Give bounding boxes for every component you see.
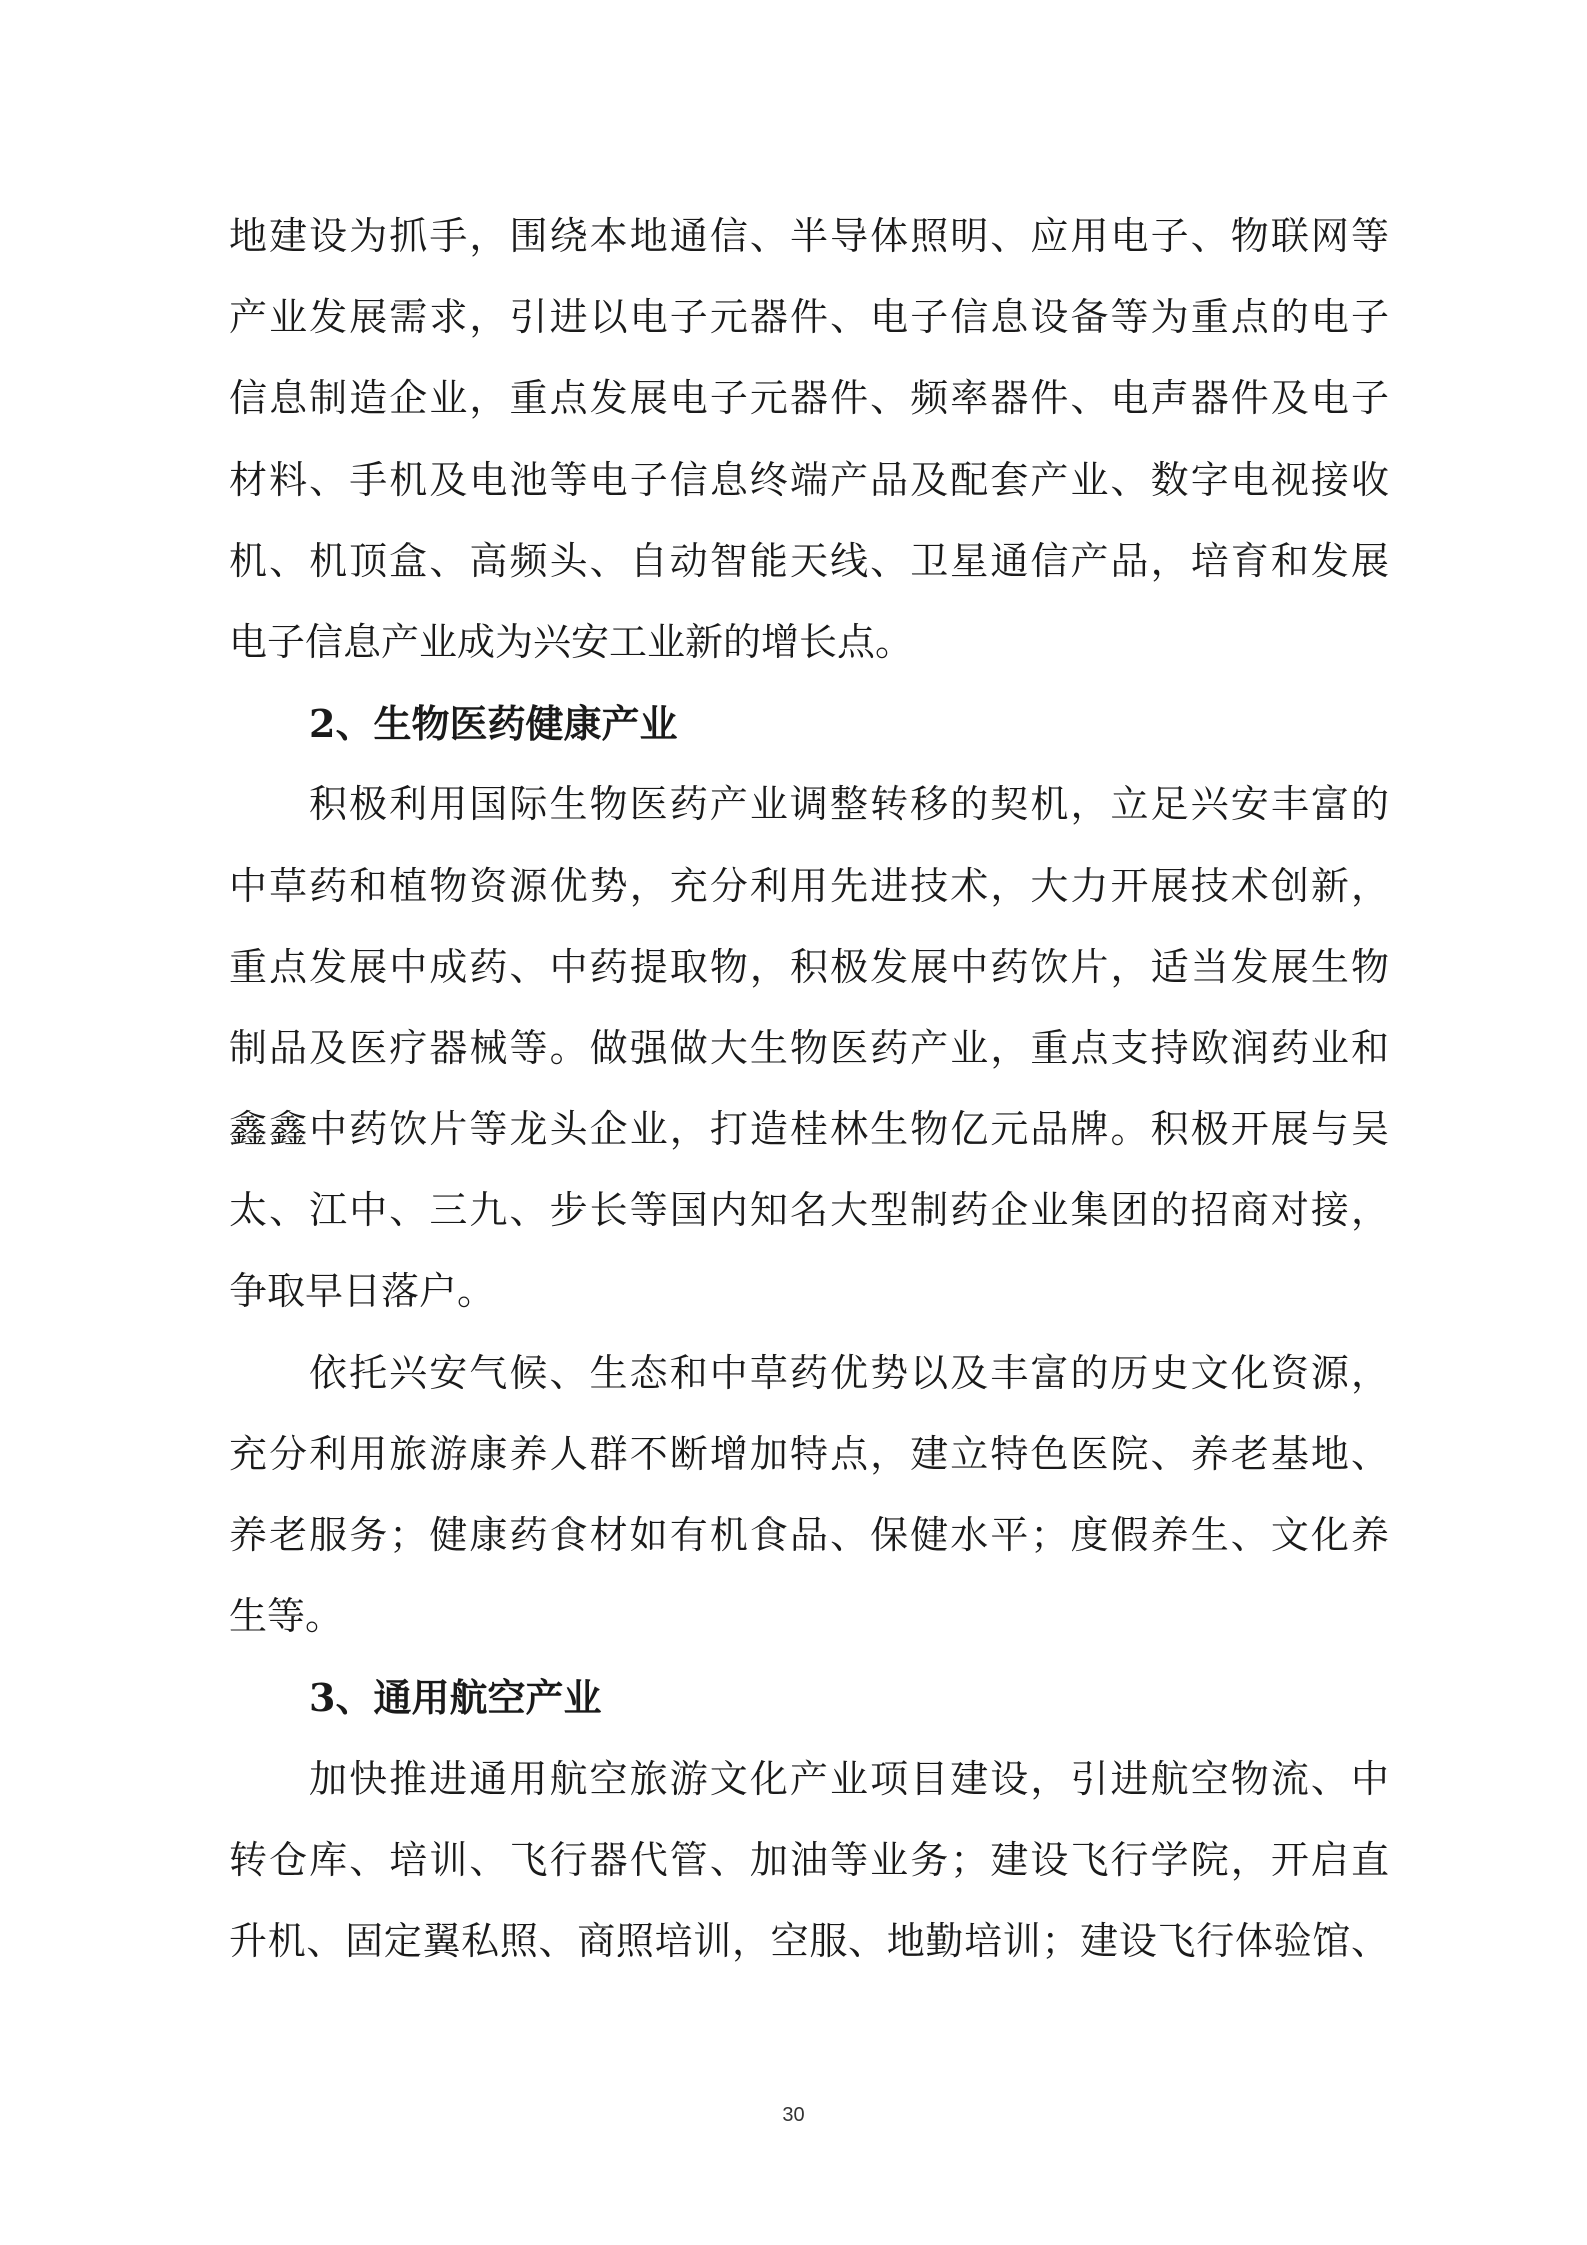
text-line: 升机、固定翼私照、商照培训，空服、地勤培训；建设飞行体验馆、 xyxy=(229,1918,1389,1963)
page-number: 30 xyxy=(782,2104,805,2126)
text-line: 依托兴安气候、生态和中草药优势以及丰富的历史文化资源， xyxy=(309,1350,1389,1395)
paragraph-electronics-continued xyxy=(229,196,1389,683)
paragraph-biomedicine xyxy=(229,764,1389,1332)
text-line: 鑫鑫中药饮片等龙头企业，打造桂林生物亿元品牌。积极开展与吴 xyxy=(229,1107,1389,1152)
text-line: 充分利用旅游康养人群不断增加特点，建立特色医院、养老基地、 xyxy=(229,1431,1389,1476)
text-line: 信息制造企业，重点发展电子元器件、频率器件、电声器件及电子 xyxy=(229,376,1389,421)
text-line: 制品及医疗器械等。做强做大生物医药产业，重点支持欧润药业和 xyxy=(229,1025,1389,1070)
text-line: 转仓库、培训、飞行器代管、加油等业务；建设飞行学院，开启直 xyxy=(229,1837,1389,1882)
text-line: 地建设为抓手，围绕本地通信、半导体照明、应用电子、物联网等 xyxy=(229,214,1389,258)
text-line: 机、机顶盒、高频头、自动智能天线、卫星通信产品，培育和发展 xyxy=(229,538,1389,583)
section-heading-aviation: 3、通用航空产业 xyxy=(309,1675,602,1721)
text-line: 加快推进通用航空旅游文化产业项目建设，引进航空物流、中 xyxy=(309,1756,1389,1801)
text-line: 太、江中、三九、步长等国内知名大型制药企业集团的招商对接， xyxy=(229,1188,1389,1233)
text-line: 中草药和植物资源优势，充分利用先进技术，大力开展技术创新， xyxy=(229,863,1389,908)
text-line: 材料、手机及电池等电子信息终端产品及配套产业、数字电视接收 xyxy=(229,457,1389,502)
paragraph-health-tourism xyxy=(229,1333,1389,1658)
paragraph-aviation xyxy=(229,1739,1389,1983)
text-line: 积极利用国际生物医药产业调整转移的契机，立足兴安丰富的 xyxy=(309,782,1389,827)
text-line: 产业发展需求，引进以电子元器件、电子信息设备等为重点的电子 xyxy=(229,295,1389,340)
text-line: 电子信息产业成为兴安工业新的增长点。 xyxy=(229,619,914,664)
document-body xyxy=(229,196,1389,1982)
text-line: 养老服务；健康药食材如有机食品、保健水平；度假养生、文化养 xyxy=(229,1513,1389,1557)
text-line: 生等。 xyxy=(229,1594,344,1639)
text-line: 重点发展中成药、中药提取物，积极发展中药饮片，适当发展生物 xyxy=(229,944,1389,989)
section-heading-biomedicine: 2、生物医药健康产业 xyxy=(309,701,678,747)
text-line: 争取早日落户。 xyxy=(229,1269,496,1314)
